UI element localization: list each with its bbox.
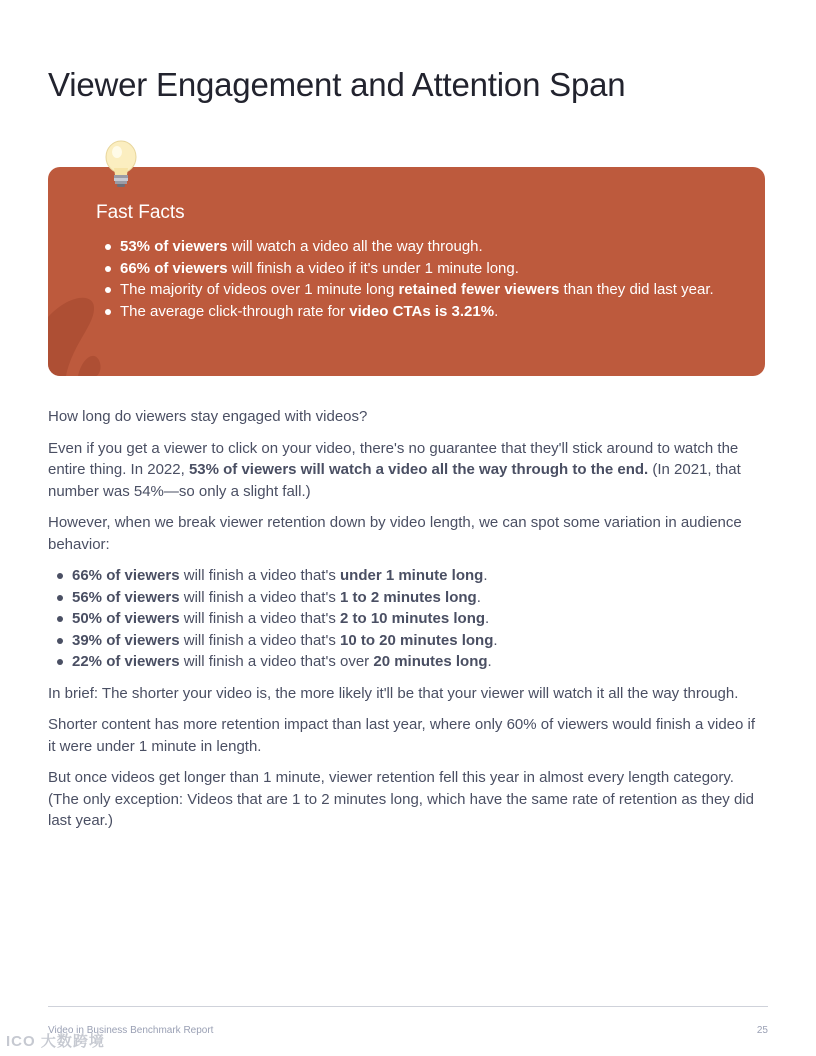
section-question: How long do viewers stay engaged with videos? <box>48 408 368 425</box>
paragraph-shorter-content: Shorter content has more retention impact than last year, where only 60% of viewers would finish a video if it were under 1 minute in length. <box>48 716 756 755</box>
paragraph-retention-overall: Even if you get a viewer to click on your video, there's no guarantee that they'll stick around to watch the entire thing. In 2022, 53% of viewers will watch a video all the way through to the end. (In 2021, that number was 54%—so only a slight fall.) <box>48 439 741 500</box>
list-item: 66% of viewers will finish a video that's under 1 minute long. <box>48 565 766 587</box>
footer-divider <box>48 1006 768 1007</box>
list-item: 56% of viewers will finish a video that's 1 to 2 minutes long. <box>48 587 766 609</box>
list-item: The average click-through rate for video CTAs is 3.21%. <box>96 301 736 323</box>
retention-list <box>48 565 766 673</box>
lightbulb-icon <box>100 137 140 191</box>
list-item: The majority of videos over 1 minute long retained fewer viewers than they did last year. <box>96 279 736 301</box>
list-item: 22% of viewers will finish a video that's over 20 minutes long. <box>48 651 766 673</box>
fast-facts-box <box>48 167 765 376</box>
fast-facts-title: Fast Facts <box>96 202 185 223</box>
fast-facts-list <box>96 236 736 322</box>
list-item: 53% of viewers will watch a video all the way through. <box>96 236 736 258</box>
watermark: ICO 大数跨境 <box>6 1033 105 1050</box>
paragraph-longer-videos: But once videos get longer than 1 minute, viewer retention fell this year in almost every length category. (The only exception: Videos that are 1 to 2 minutes long, which have the same rate of retention as they did last year.) <box>48 769 754 829</box>
body-text <box>48 406 766 842</box>
paragraph-in-brief: In brief: The shorter your video is, the more likely it'll be that your viewer will watch it all the way through. <box>48 684 739 702</box>
list-item: 66% of viewers will finish a video if it's under 1 minute long. <box>96 258 736 280</box>
page-title: Viewer Engagement and Attention Span <box>48 66 626 103</box>
list-item: 39% of viewers will finish a video that's 10 to 20 minutes long. <box>48 630 766 652</box>
list-item: 50% of viewers will finish a video that's 2 to 10 minutes long. <box>48 608 766 630</box>
paragraph-variation: However, when we break viewer retention down by video length, we can spot some variation in audience behavior: <box>48 514 742 553</box>
footer-page-number: 25 <box>756 1025 768 1036</box>
footer-report-name: Video in Business Benchmark Report <box>48 1025 214 1036</box>
